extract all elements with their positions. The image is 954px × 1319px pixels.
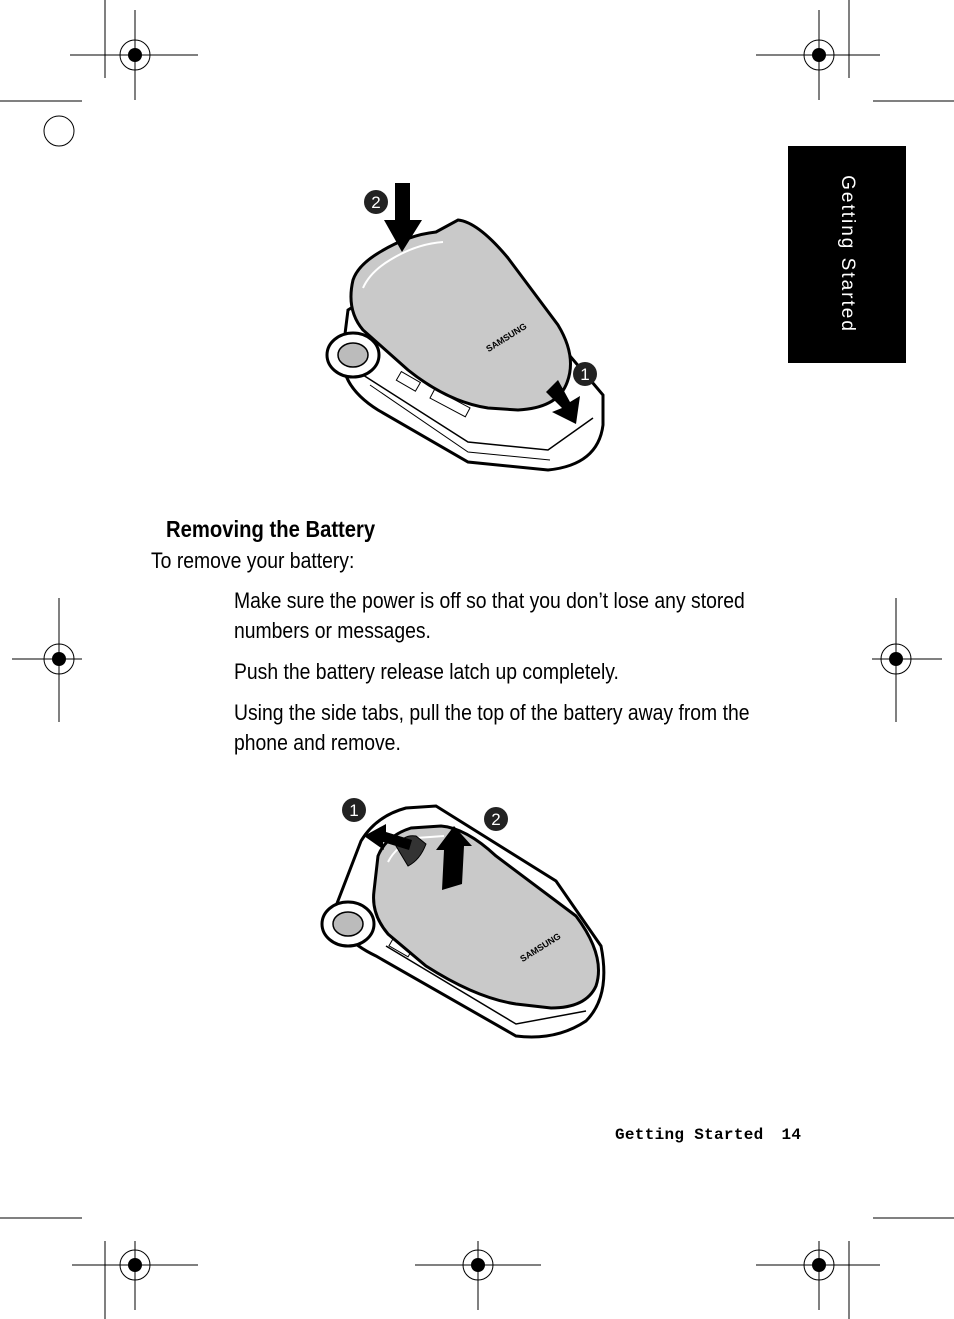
step-2: Push the battery release latch up completely.	[234, 659, 619, 684]
chapter-tab-label: Getting Started	[837, 175, 858, 333]
step-1: Make sure the power is off so that you don’t lose any stored numbers or messages.	[234, 588, 745, 643]
footer-section-name: Getting Started	[615, 1126, 764, 1144]
svg-text:1: 1	[580, 365, 590, 384]
brand-label: SAMSUNG	[518, 931, 563, 964]
registration-mark-tr	[756, 10, 880, 100]
registration-mark-bc	[415, 1241, 541, 1310]
registration-mark-bl	[72, 1241, 198, 1310]
step-3: Using the side tabs, pull the top of the battery away from the phone and remove.	[234, 700, 750, 755]
registration-mark-mr	[872, 598, 942, 722]
brand-label: SAMSUNG	[484, 321, 529, 354]
svg-text:2: 2	[491, 810, 501, 829]
section-heading: Removing the Battery	[166, 516, 376, 542]
svg-text:1: 1	[349, 801, 359, 820]
page-number: 14	[781, 1126, 802, 1144]
registration-mark-tl	[70, 10, 198, 100]
page-footer	[615, 1126, 801, 1144]
battery-insert-illustration	[318, 180, 613, 480]
chapter-tab	[788, 146, 906, 363]
intro-text: To remove your battery:	[151, 548, 355, 573]
battery-remove-illustration	[316, 796, 611, 1046]
svg-text:2: 2	[371, 193, 381, 212]
registration-mark-ml	[12, 598, 82, 722]
registration-mark-br	[756, 1241, 880, 1310]
